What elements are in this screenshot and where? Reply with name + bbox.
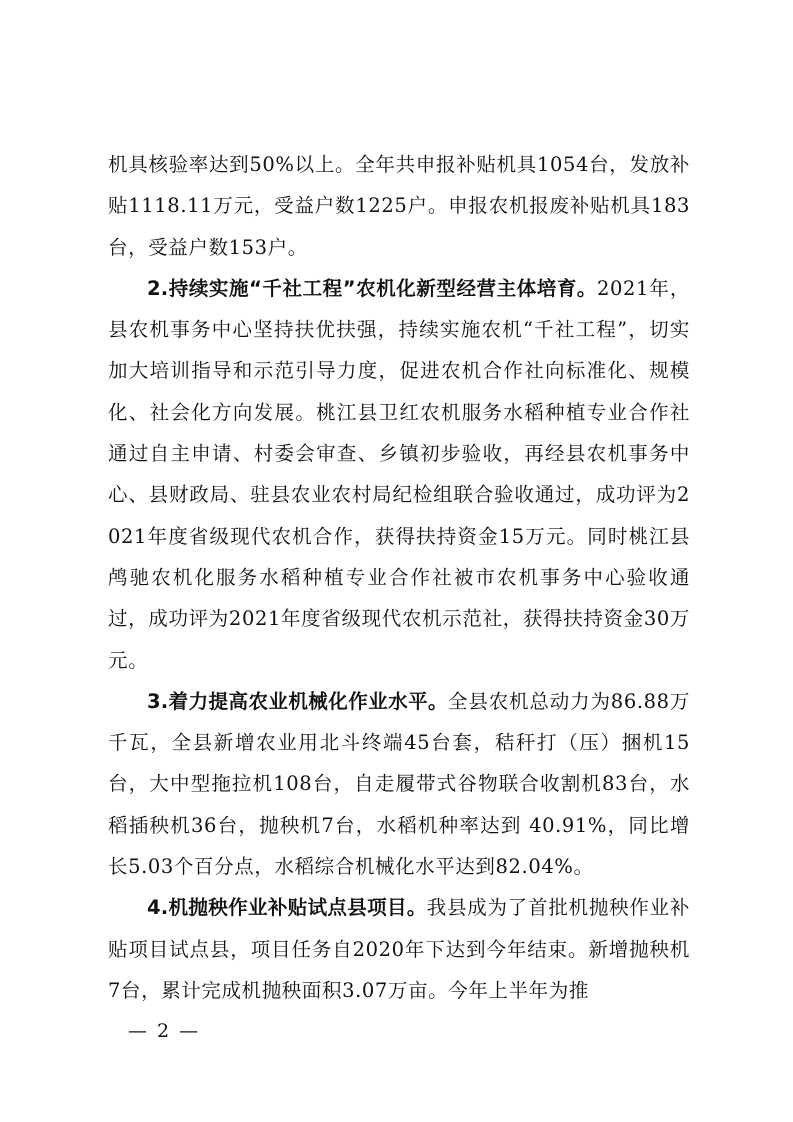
paragraph-1-text: 机具核验率达到50%以上。全年共申报补贴机具1054台，发放补贴1118.11万元，受益户数1225户。申报农机报废补贴机具183台，受益户数153户。 — [108, 153, 690, 259]
paragraph-3-text: 全县农机总动力为86.88万千瓦，全县新增农业用北斗终端45台套，秸秆打（压）捆机15台，大中型拖拉机108台，自走履带式谷物联合收割机83台，水稻插秧机36台，抛秧机7台，水稻机种率达到 40.91%，同比增长5.03个百分点，水稻综合机械化水平达到82.04%。 — [108, 689, 690, 879]
page-number: — 2 — — [128, 1020, 201, 1042]
paragraph-1 — [108, 144, 690, 268]
paragraph-4-text: 我县成为了首批机抛秧作业补贴项目试点县，项目任务自2020年下达到今年结束。新增抛秧机7台，累计完成机抛秧面积3.07万亩。今年上半年为推 — [108, 896, 690, 1002]
paragraph-4-heading: 4.机抛秧作业补贴试点县项目。 — [147, 896, 427, 920]
paragraph-4 — [108, 887, 690, 1011]
paragraph-2-heading: 2.持续实施“千社工程”农机化新型经营主体培育。 — [147, 276, 598, 300]
paragraph-3-heading: 3.着力提高农业机械化作业水平。 — [147, 689, 448, 713]
paragraph-2 — [108, 268, 690, 681]
paragraph-3 — [108, 681, 690, 887]
paragraph-2-text: 2021年，县农机事务中心坚持扶优扶强，持续实施农机“千社工程”，切实加大培训指导和示范引导力度，促进农机合作社向标准化、规模化、社会化方向发展。桃江县卫红农机服务水稻种植专业合作社通过自主申请、村委会审查、乡镇初步验收，再经县农机事务中心、县财政局、驻县农业农村局纪检组联合验收通过，成功评为2021年度省级现代农机合作，获得扶持资金15万元。同时桃江县鸬驰农机化服务水稻种植专业合作社被市农机事务中心验收通过，成功评为2021年度省级现代农机示范社，获得扶持资金30万元。 — [108, 276, 690, 672]
document-body — [108, 144, 690, 1011]
